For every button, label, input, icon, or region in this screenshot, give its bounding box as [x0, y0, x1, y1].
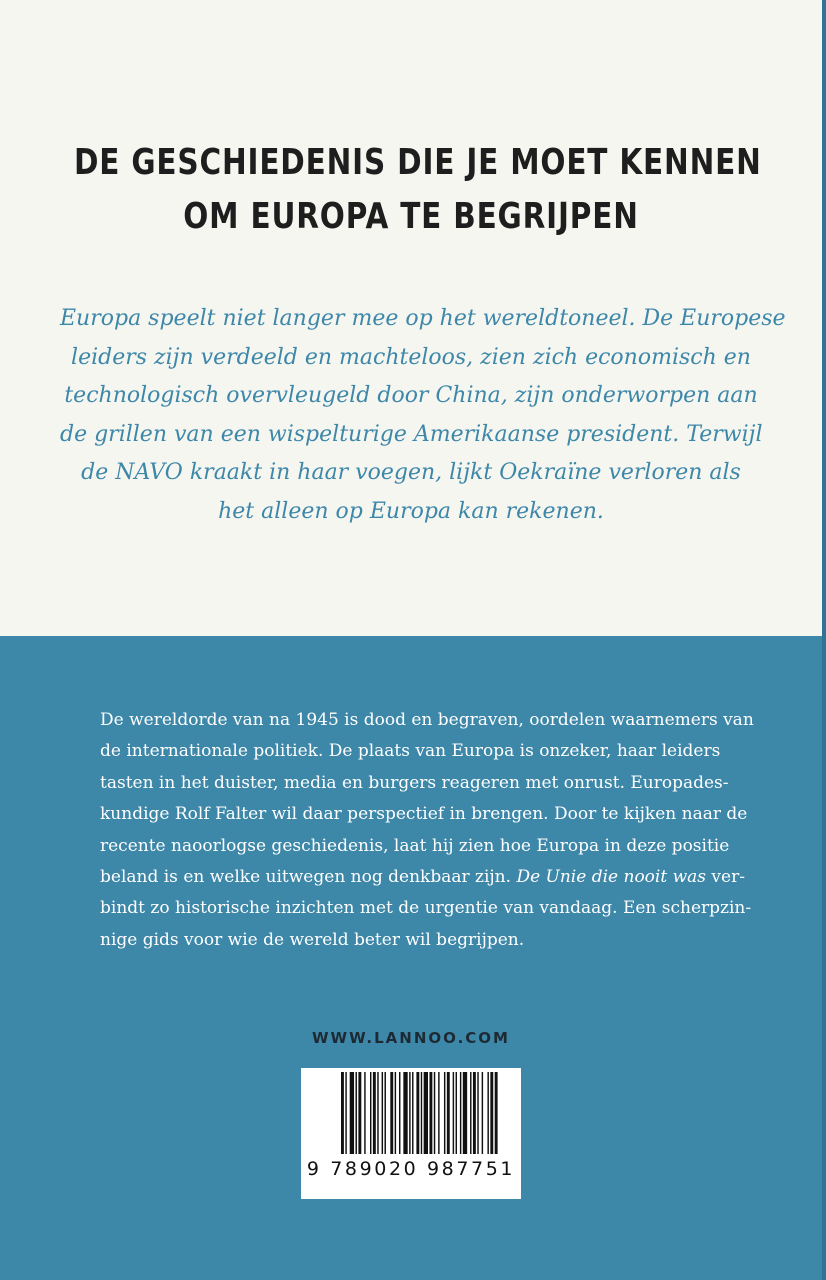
heading-line: OM EUROPA TE BEGRIJPEN [183, 196, 639, 237]
barcode-bar [424, 1072, 428, 1154]
body-line: bindt zo historische inzichten met de urgentie van vandaag. Een scherpzin- [100, 898, 752, 919]
body-paragraph [100, 705, 754, 956]
intro-paragraph [60, 300, 786, 531]
barcode-bar [470, 1072, 471, 1154]
body-line: de internationale politiek. De plaats van Europa is onzeker, haar leiders [100, 741, 721, 762]
body-line [100, 862, 745, 893]
barcode-bar [399, 1072, 400, 1154]
barcode [301, 1068, 521, 1199]
barcode-bar [403, 1072, 407, 1154]
top-panel [0, 0, 822, 636]
barcode-bar [358, 1072, 361, 1154]
body-line: tasten in het duister, media en burgers reageren met onrust. Europades- [100, 772, 729, 793]
barcode-bar [341, 1072, 344, 1154]
body-text: beland is en welke uitwegen nog denkbaar zijn. [100, 867, 517, 888]
body-line: nige gids voor wie de wereld beter wil begrijpen. [100, 929, 525, 950]
barcode-bar [490, 1072, 493, 1154]
barcode-bar [482, 1072, 483, 1154]
intro-line: het alleen op Europa kan rekenen. [218, 498, 604, 524]
intro-line: de NAVO kraakt in haar voegen, lijkt Oekraïne verloren als [81, 460, 741, 485]
cover-heading [73, 136, 762, 244]
barcode-bar [434, 1072, 435, 1154]
barcode-bar [385, 1072, 386, 1154]
barcode-bar [429, 1072, 432, 1154]
barcode-bar [447, 1072, 450, 1154]
barcode-bar [487, 1072, 488, 1154]
barcode-bar [350, 1072, 354, 1154]
spine-edge [822, 0, 826, 1280]
body-text: ver- [706, 867, 745, 888]
barcode-bar [377, 1072, 378, 1154]
barcode-bar [444, 1072, 445, 1154]
body-line: kundige Rolf Falter wil daar perspectief in brengen. Door te kijken naar de [100, 804, 748, 825]
barcode-bar [460, 1072, 461, 1154]
barcode-bar [473, 1072, 476, 1154]
book-title: De Unie die nooit was [516, 867, 706, 888]
barcode-bar [456, 1072, 457, 1154]
intro-line: technologisch overvleugeld door China, zijn onderworpen aan [64, 383, 758, 408]
intro-line: leiders zijn verdeeld en machteloos, zien zich economisch en [71, 344, 751, 370]
intro-line: Europa speelt niet langer mee op het wereldtoneel. De Europese [60, 306, 786, 331]
barcode-bar [416, 1072, 419, 1154]
barcode-bar [409, 1072, 410, 1154]
barcode-bar [382, 1072, 383, 1154]
body-line: recente naoorlogse geschiedenis, laat hij zien hoe Europa in deze positie [100, 835, 730, 856]
barcode-bar [356, 1072, 357, 1154]
barcode-bar [395, 1072, 396, 1154]
barcode-bar [412, 1072, 413, 1154]
barcode-bar [453, 1072, 454, 1154]
barcode-bar [345, 1072, 346, 1154]
body-line: De wereldorde van na 1945 is dood en begraven, oordelen waarnemers van [100, 710, 754, 730]
barcode-bar [495, 1072, 498, 1154]
barcode-bar [364, 1072, 365, 1154]
publisher-website: WWW.LANNOO.COM [312, 1029, 510, 1047]
intro-line: de grillen van een wispelturige Amerikaanse president. Terwijl [60, 421, 763, 447]
heading-line: DE GESCHIEDENIS DIE JE MOET KENNEN [73, 142, 762, 183]
barcode-bar [463, 1072, 467, 1154]
barcode-bar [421, 1072, 422, 1154]
barcode-bar [373, 1072, 376, 1154]
barcode-bar [438, 1072, 439, 1154]
barcode-bar [370, 1072, 371, 1154]
isbn-number: 9 789020 987751 [306, 1158, 516, 1180]
barcode-bar [477, 1072, 478, 1154]
barcode-bar [390, 1072, 393, 1154]
